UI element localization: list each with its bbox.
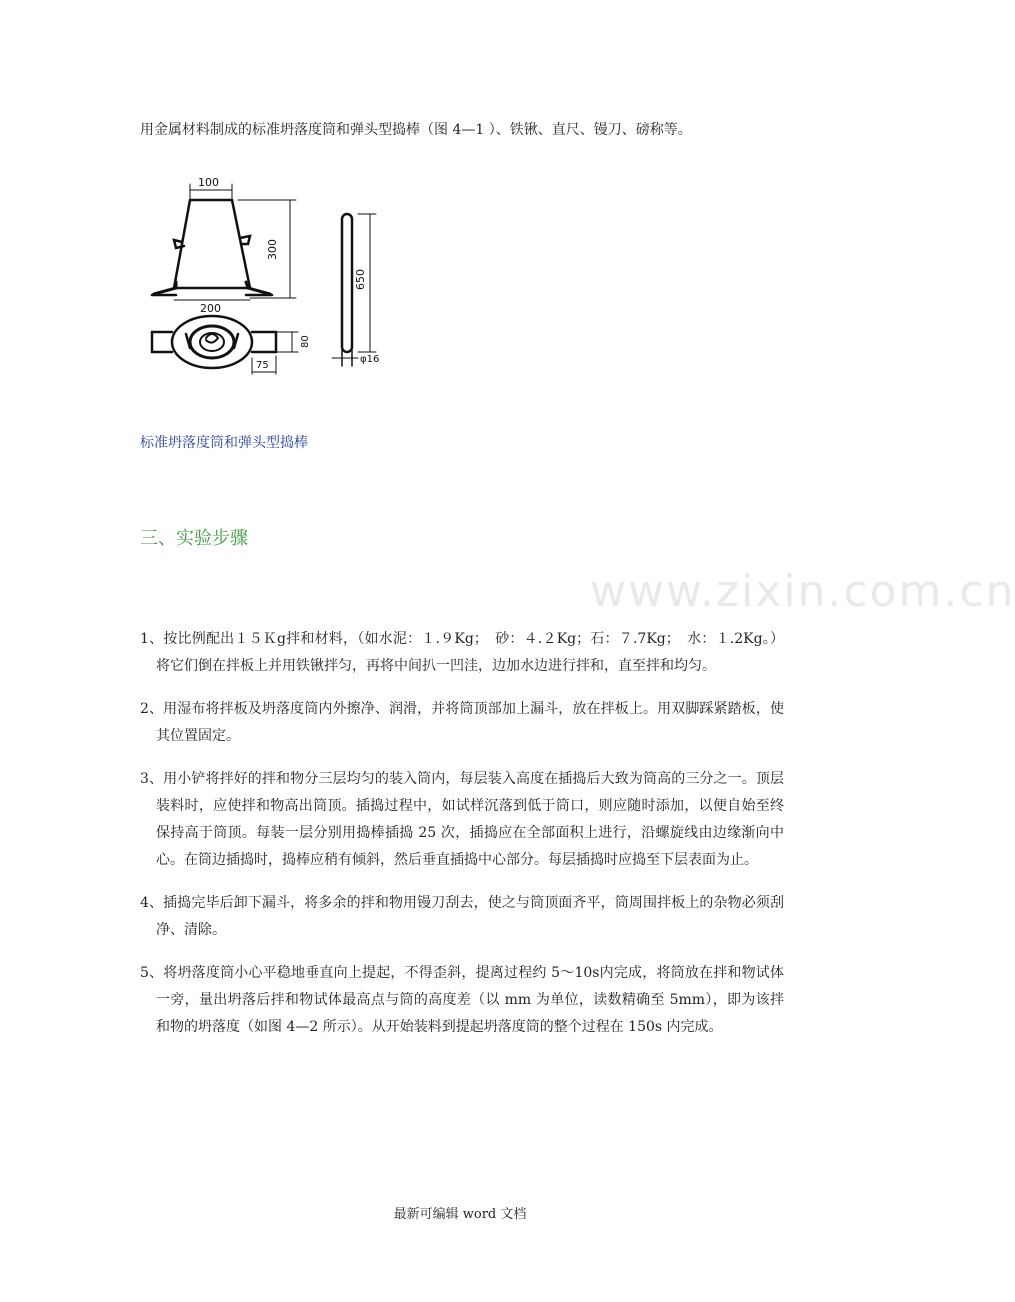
step-item-1: 1、按比例配出１５Ｋg拌和材料，（如水泥：１.９Kg； 砂：４.２Kg；石：７.7Kg； 水：１.2Kg。）将它们倒在拌板上并用铁锹拌匀，再将中间扒一凹洼，边加水边进行拌和，直至拌和均匀。: [140, 631, 784, 674]
figure-caption: 标准坍落度筒和弹头型捣棒: [140, 435, 308, 451]
slump-cone-diagram: [146, 170, 416, 402]
section-heading: 三、实验步骤: [140, 528, 248, 549]
steps-list: [140, 626, 784, 1057]
dim-flange-depth: 80: [300, 335, 311, 348]
watermark: www.zixin.com.cn: [590, 566, 1015, 617]
dim-rod-diameter: φ16: [360, 354, 380, 365]
page-footer: 最新可编辑 word 文档: [393, 1207, 527, 1222]
dim-cone-height: 300: [266, 239, 279, 260]
dim-base-width: 200: [200, 302, 221, 315]
step-item-2: 2、用湿布将拌板及坍落度筒内外擦净、润滑，并将筒顶部加上漏斗，放在拌板上。用双脚踩紧踏板，使其位置固定。: [140, 701, 784, 744]
dim-handle-offset: 75: [256, 360, 269, 371]
dim-top-width: 100: [198, 176, 219, 189]
dim-rod-length: 650: [354, 269, 367, 290]
slump-cone-figure: [146, 170, 416, 402]
step-item-3: 3、用小铲将拌好的拌和物分三层均匀的装入筒内，每层装入高度在插捣后大致为筒高的三分之一。顶层装料时，应使拌和物高出筒顶。插捣过程中，如试样沉落到低于筒口，则应随时添加，以便自始至终保持高于筒顶。每装一层分别用捣棒插捣 25 次，插捣应在全部面积上进行，沿螺旋线由边缘渐向中心。在筒边插捣时，捣棒应稍有倾斜，然后垂直插捣中心部分。每层插捣时应捣至下层表面为止。: [140, 771, 784, 868]
intro-paragraph: 用金属材料制成的标准坍落度筒和弹头型捣棒（图 4—1 ）、铁锹、直尺、镘刀、磅称等。: [140, 122, 692, 138]
step-item-5: 5、将坍落度筒小心平稳地垂直向上提起，不得歪斜，提离过程约 5～10s内完成，将筒放在拌和物试体一旁，量出坍落后拌和物试体最高点与筒的高度差（以 mm 为单位，读数精确至 5mm），即为该拌和物的坍落度（如图 4—2 所示）。从开始装料到提起坍落度筒的整个过程在 150s 内完成。: [140, 965, 784, 1035]
step-item-4: 4、插捣完毕后卸下漏斗，将多余的拌和物用镘刀刮去，使之与筒顶面齐平，筒周围拌板上的杂物必须刮净、清除。: [140, 895, 784, 938]
